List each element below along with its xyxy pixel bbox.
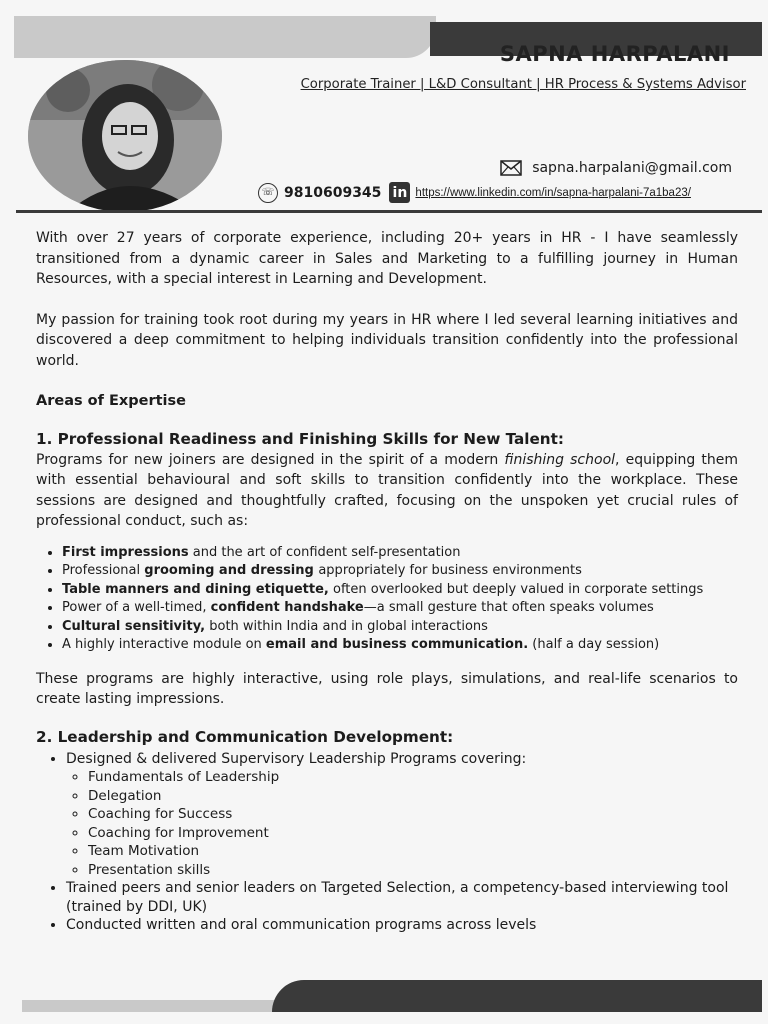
profile-photo (28, 60, 222, 212)
list-item: ◦ Presentation skills (88, 861, 738, 880)
section-1-bullets (36, 544, 738, 655)
list-item: • Professional grooming and dressing appropriately for business environments (62, 562, 738, 581)
phone-number[interactable]: 9810609345 (284, 184, 382, 201)
list-item: ◦ Delegation (88, 787, 738, 806)
section-1-heading: 1. Professional Readiness and Finishing Skills for New Talent: (36, 429, 564, 448)
list-item: ◦ Coaching for Success (88, 805, 738, 824)
job-tagline: Corporate Trainer | L&D Consultant | HR Process & Systems Advisor (300, 77, 746, 92)
person-name: SAPNA HARPALANI (499, 42, 730, 66)
list-item: • Power of a well-timed, confident handshake—a small gesture that often speaks volumes (62, 599, 738, 618)
intro-paragraph-1: With over 27 years of corporate experience, including 20+ years in HR - I have seamlessly transitioned from a dynamic career in Sales and Marketing to a fulfilling journey in Human Resources, with a special interest in Learning and Development. (36, 230, 738, 287)
phone-icon: ☏ (258, 183, 278, 203)
list-item: • A highly interactive module on email and business communication. (half a day session) (62, 636, 738, 655)
linkedin-icon: in (389, 182, 410, 203)
section-1-description: Programs for new joiners are designed in the spirit of a modern finishing school, equipping them with essential behavioural and soft skills to transition confidently into the workplace. These sessions are designed and thoughtfully crafted, focusing on the unspoken yet crucial rules of professional conduct, such as: (36, 451, 738, 529)
list-item: • Designed & delivered Supervisory Leadership Programs covering: ◦ Fundamentals of Leadership ◦ Delegation ◦ Coaching for Success ◦ Coaching for Improvement ◦ Team Motivation ◦ Presentation skills (66, 750, 738, 880)
areas-heading: Areas of Expertise (36, 393, 186, 409)
footer-band-dark (272, 980, 762, 1012)
list-item: ◦ Coaching for Improvement (88, 824, 738, 843)
list-item: • Table manners and dining etiquette, often overlooked but deeply valued in corporate settings (62, 581, 738, 600)
resume-body (36, 228, 738, 935)
email-row (500, 160, 732, 176)
list-item: • Cultural sensitivity, both within India and in global interactions (62, 618, 738, 637)
list-item: • Conducted written and oral communication programs across levels (66, 916, 738, 935)
list-item: • Trained peers and senior leaders on Targeted Selection, a competency-based interviewing tool (trained by DDI, UK) (66, 879, 738, 916)
linkedin-link[interactable]: https://www.linkedin.com/in/sapna-harpalani-7a1ba23/ (415, 186, 691, 199)
section-2-heading: 2. Leadership and Communication Development: (36, 727, 454, 746)
email-link[interactable]: sapna.harpalani@gmail.com (532, 160, 732, 176)
header-divider (16, 210, 762, 213)
mail-icon (500, 160, 522, 176)
intro-paragraph-2: My passion for training took root during my years in HR where I led several learning initiatives and discovered a deep commitment to helping individuals transition confidently into the professional world. (36, 311, 738, 369)
header-band-light (14, 16, 436, 58)
section-2-bullets (36, 750, 738, 935)
list-item: ◦ Fundamentals of Leadership (88, 768, 738, 787)
section-2-sub-list (66, 768, 738, 879)
list-item: • First impressions and the art of confident self-presentation (62, 544, 738, 563)
list-item: ◦ Team Motivation (88, 842, 738, 861)
section-1-closing: These programs are highly interactive, using role plays, simulations, and real-life scenarios to create lasting impressions. (36, 670, 738, 707)
contact-row (258, 182, 691, 203)
